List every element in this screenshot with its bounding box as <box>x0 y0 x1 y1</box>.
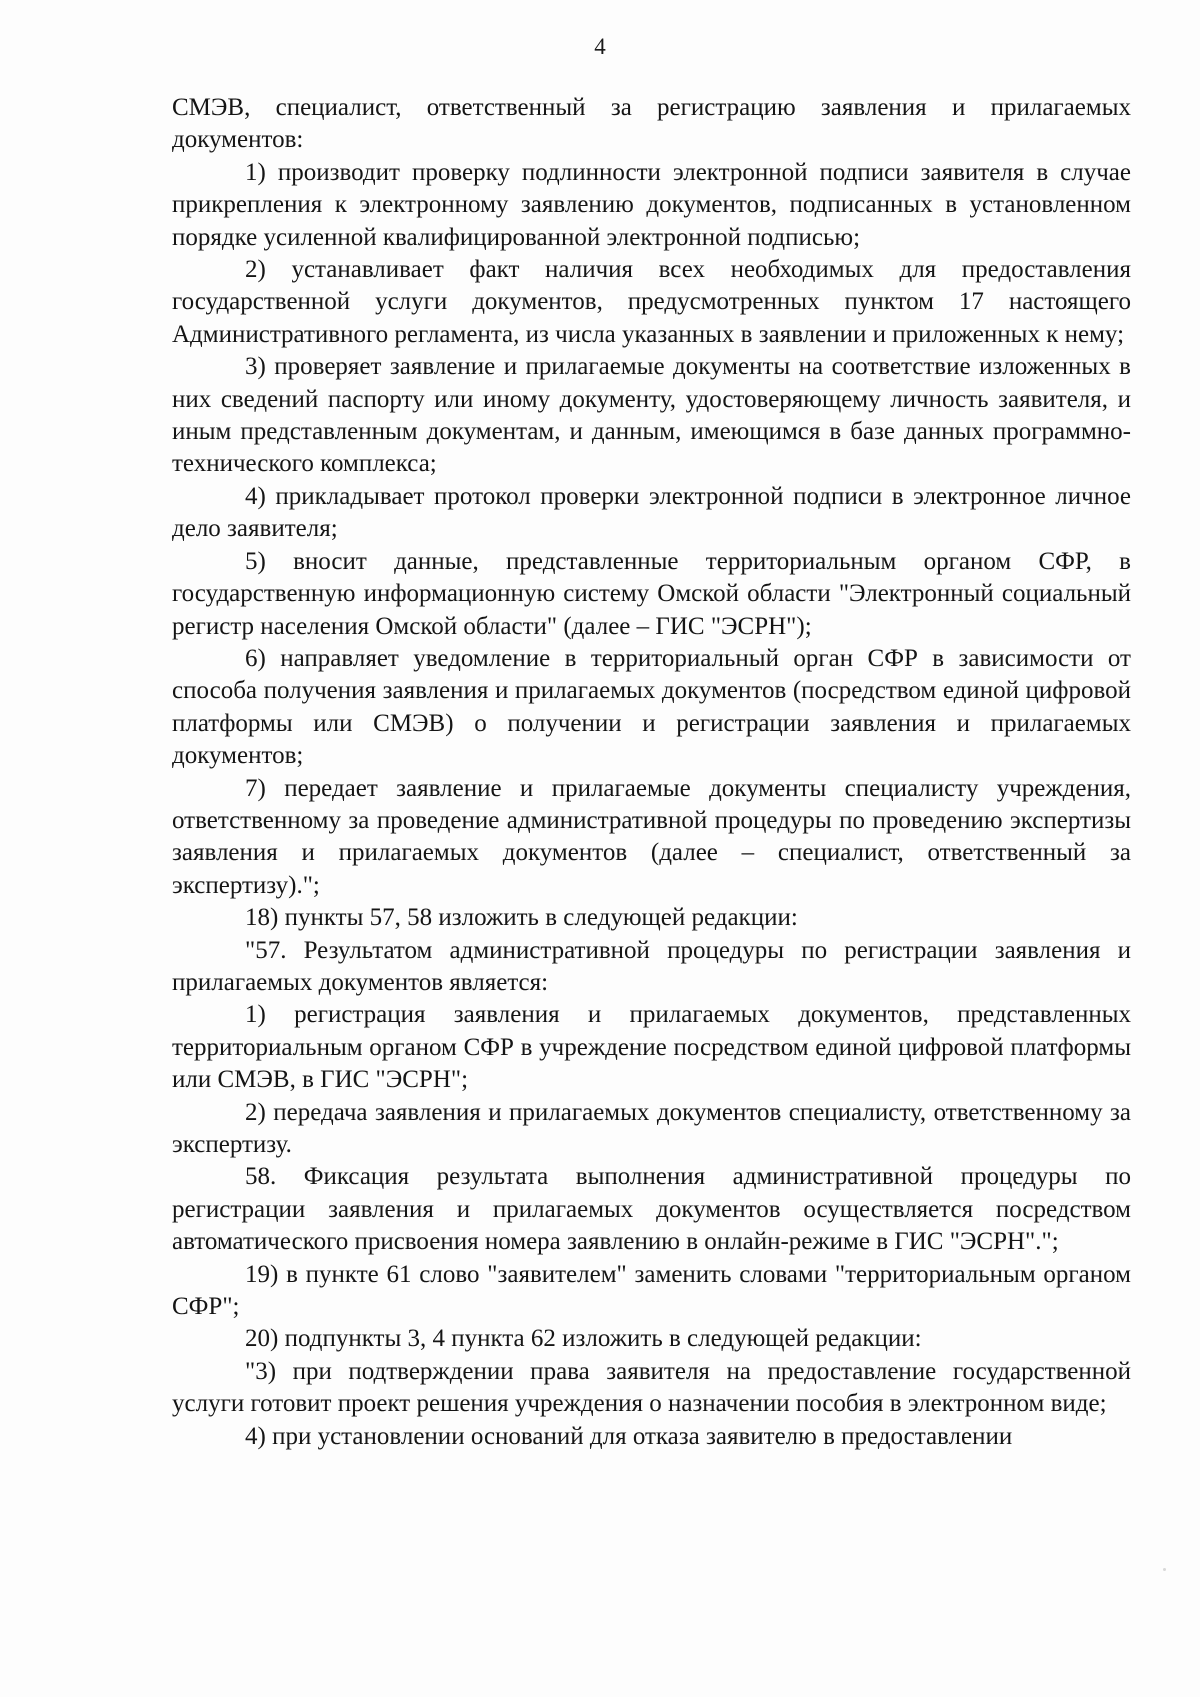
document-body <box>172 92 1131 1453</box>
paragraph-item-4: 4) прикладывает протокол проверки электронной подписи в электронное личное дело заявителя; <box>172 482 1131 543</box>
paragraph-subclause-3: "3) при подтверждении права заявителя на предоставление государственной услуги готовит проект решения учреждения о назначении пособия в электронном виде; <box>172 1357 1131 1418</box>
paragraph-continuation: СМЭВ, специалист, ответственный за регистрацию заявления и прилагаемых документов: <box>172 94 1131 154</box>
page-number: 4 <box>594 34 606 59</box>
paragraph-amendment-20: 20) подпункты 3, 4 пункта 62 изложить в следующей редакции: <box>245 1325 922 1353</box>
paragraph-item-5: 5) вносит данные, представленные территориальным органом СФР, в государственную информационную систему Омской области "Электронный социальный регистр населения Омской области" (далее – ГИС "ЭСРН"); <box>172 547 1131 640</box>
paragraph-amendment-18: 18) пункты 57, 58 изложить в следующей редакции: <box>245 904 798 932</box>
paragraph-item-2: 2) устанавливает факт наличия всех необходимых для предоставления государственной услуги документов, предусмотренных пунктом 17 настоящего Административного регламента, из числа указанных в заявлении и приложенных к нему; <box>172 256 1131 348</box>
paragraph-subclause-4: 4) при установлении оснований для отказа заявителю в предоставлении <box>245 1422 1013 1450</box>
paragraph-amendment-19: 19) в пункте 61 слово "заявителем" заменить словами "территориальным органом СФР"; <box>172 1260 1131 1321</box>
paragraph-clause-57: "57. Результатом административной процедуры по регистрации заявления и прилагаемых документов является: <box>172 936 1131 996</box>
paragraph-clause-58: 58. Фиксация результата выполнения административной процедуры по регистрации заявления и прилагаемых документов осуществляется посредством автоматического присвоения номера заявлению в онлайн-режиме в ГИС "ЭСРН"."; <box>172 1163 1131 1256</box>
paragraph-item-6: 6) направляет уведомление в территориальный орган СФР в зависимости от способа получения заявления и прилагаемых документов (посредством единой цифровой платформы или СМЭВ) о получении и регистрации заявления и прилагаемых документов; <box>172 644 1131 770</box>
paragraph-item-7: 7) передает заявление и прилагаемые документы специалисту учреждения, ответственному за проведение административной процедуры по проведению экспертизы заявления и прилагаемых документов (далее – специалист, ответственный за экспертизу)."; <box>172 774 1131 899</box>
paragraph-clause-57-item-1: 1) регистрация заявления и прилагаемых документов, представленных территориальным органом СФР в учреждение посредством единой цифровой платформы или СМЭВ, в ГИС "ЭСРН"; <box>172 1001 1131 1094</box>
paragraph-item-1: 1) производит проверку подлинности электронной подписи заявителя в случае прикрепления к электронному заявлению документов, подписанных в установленном порядке усиленной квалифицированной электронной подписью; <box>172 158 1131 251</box>
paragraph-item-3: 3) проверяет заявление и прилагаемые документы на соответствие изложенных в них сведений паспорту или иному документу, удостоверяющему личность заявителя, и иным представленным документам, и данным, имеющимся в базе данных программно-технического комплекса; <box>172 353 1131 478</box>
paragraph-clause-57-item-2: 2) передача заявления и прилагаемых документов специалисту, ответственному за экспертизу. <box>172 1098 1131 1158</box>
scan-dot-mark <box>1163 1568 1166 1571</box>
